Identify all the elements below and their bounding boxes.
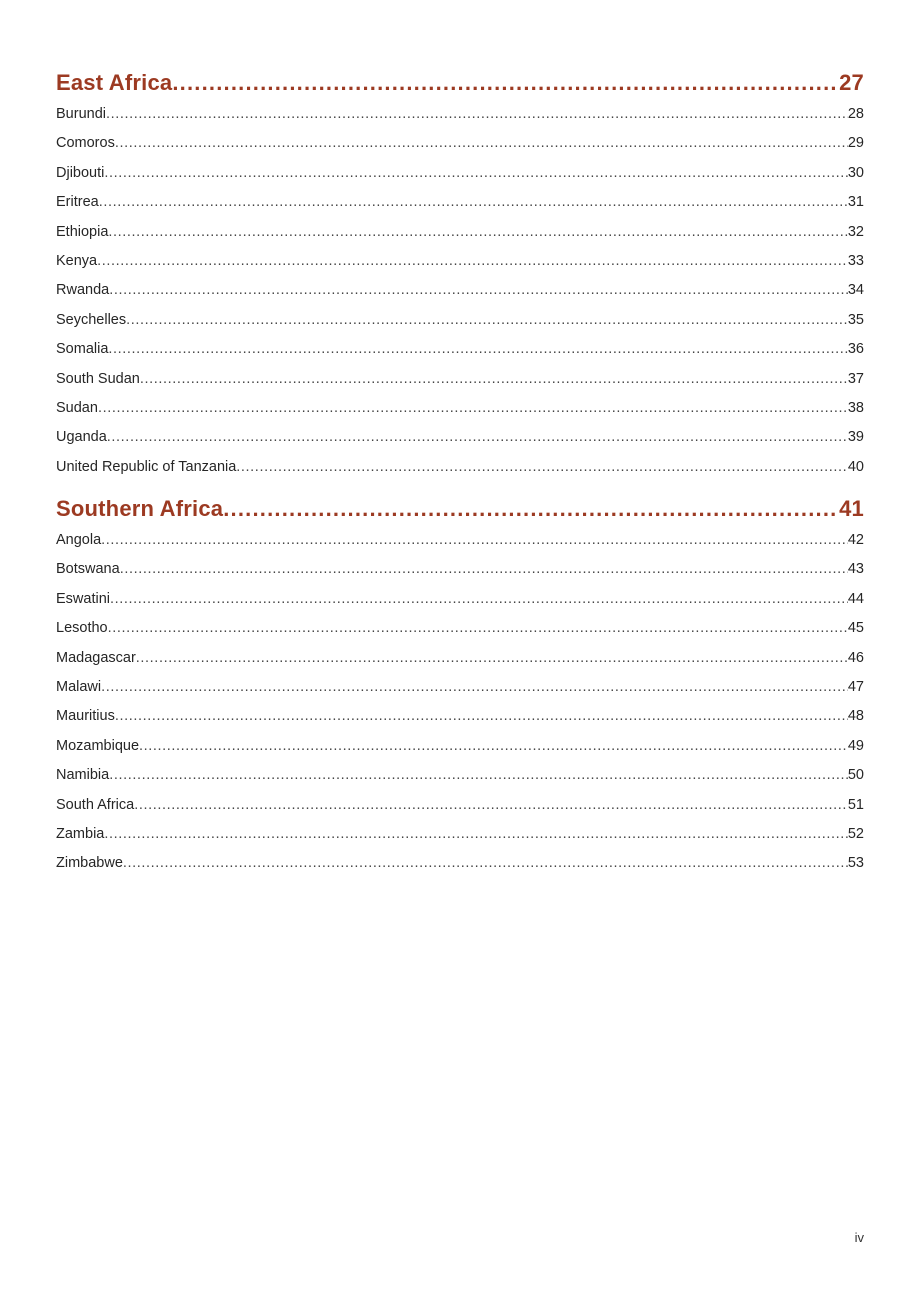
dot-leader <box>101 526 848 555</box>
toc-entry[interactable] <box>56 188 864 217</box>
toc-entry-page: 29 <box>847 135 864 152</box>
toc-entry-label: Djibouti <box>56 164 105 181</box>
toc-entry-label: Rwanda <box>56 282 110 299</box>
toc-entry-page: 33 <box>847 252 864 269</box>
toc-entry[interactable] <box>56 702 864 731</box>
toc-entry-page: 46 <box>847 649 864 666</box>
toc-heading-east-africa[interactable] <box>56 70 864 100</box>
toc-entry-page: 45 <box>847 620 864 637</box>
toc-entry-label: Seychelles <box>56 311 127 328</box>
toc-entry-label: Sudan <box>56 399 98 416</box>
toc-entry[interactable] <box>56 526 864 555</box>
dot-leader <box>108 614 848 643</box>
table-of-contents <box>56 70 864 893</box>
dot-leader <box>98 394 848 423</box>
toc-entry-page: 32 <box>847 223 864 240</box>
toc-entry[interactable] <box>56 673 864 702</box>
dot-leader <box>136 644 848 673</box>
dot-leader <box>104 820 848 849</box>
toc-entry-page: 49 <box>847 737 864 754</box>
dot-leader <box>115 702 848 731</box>
dot-leader <box>110 585 848 614</box>
toc-entry-page: 39 <box>847 429 864 446</box>
dot-leader <box>126 306 848 335</box>
toc-entry-label: Malawi <box>56 679 102 696</box>
toc-entry-page: 43 <box>847 561 864 578</box>
dot-leader <box>97 247 848 276</box>
toc-entry-page: 44 <box>847 590 864 607</box>
toc-entry[interactable] <box>56 761 864 790</box>
toc-entry[interactable] <box>56 365 864 394</box>
toc-entry[interactable] <box>56 732 864 761</box>
toc-entry-label: Mauritius <box>56 708 115 725</box>
toc-entry-page: 50 <box>847 767 864 784</box>
toc-entry-page: 42 <box>847 532 864 549</box>
toc-entry-label: Ethiopia <box>56 223 109 240</box>
toc-heading-southern-africa[interactable] <box>56 496 864 526</box>
toc-entry[interactable] <box>56 820 864 849</box>
toc-entry-page: 28 <box>847 106 864 122</box>
toc-entry[interactable] <box>56 306 864 335</box>
toc-entry[interactable] <box>56 849 864 878</box>
toc-entry-page: 51 <box>847 796 864 813</box>
toc-entry-page: 40 <box>847 458 864 475</box>
toc-entry-page: 37 <box>847 370 864 387</box>
toc-entry-label: Zimbabwe <box>56 855 123 872</box>
dot-leader <box>107 423 848 452</box>
dot-leader <box>139 732 848 761</box>
toc-entry-label: Uganda <box>56 429 107 446</box>
toc-entry[interactable] <box>56 791 864 820</box>
toc-entry-label: Eritrea <box>56 194 99 211</box>
toc-entry[interactable] <box>56 159 864 188</box>
toc-heading-page: 41 <box>839 496 864 522</box>
toc-heading-page: 27 <box>839 70 864 95</box>
dot-leader <box>115 129 848 158</box>
dot-leader <box>109 761 848 790</box>
toc-entry-label: Comoros <box>56 135 115 152</box>
toc-entry[interactable] <box>56 453 864 482</box>
toc-entry[interactable] <box>56 585 864 614</box>
toc-section-east-africa <box>56 70 864 482</box>
toc-entry-label: Madagascar <box>56 649 136 666</box>
toc-entry-label: South Sudan <box>56 370 140 387</box>
toc-entry[interactable] <box>56 247 864 276</box>
dot-leader <box>236 453 848 482</box>
toc-heading-title: East Africa <box>56 70 173 95</box>
toc-entry-page: 48 <box>847 708 864 725</box>
toc-entry-page: 38 <box>847 399 864 416</box>
toc-entry[interactable] <box>56 100 864 129</box>
toc-entry[interactable] <box>56 129 864 158</box>
toc-entry-page: 31 <box>847 194 864 211</box>
toc-entry[interactable] <box>56 394 864 423</box>
dot-leader <box>134 791 848 820</box>
dot-leader <box>108 335 847 364</box>
toc-heading-title: Southern Africa <box>56 496 224 522</box>
toc-entry[interactable] <box>56 423 864 452</box>
toc-entry-label: Mozambique <box>56 737 140 754</box>
toc-entry-label: Kenya <box>56 252 98 269</box>
toc-entry[interactable] <box>56 644 864 673</box>
page-number: iv <box>854 1230 864 1245</box>
toc-entry-page: 35 <box>847 311 864 328</box>
toc-entry-label: United Republic of Tanzania <box>56 458 237 475</box>
toc-entry[interactable] <box>56 614 864 643</box>
toc-entry-label: Angola <box>56 532 102 549</box>
toc-entry[interactable] <box>56 555 864 584</box>
toc-entry[interactable] <box>56 276 864 305</box>
toc-entry-page: 52 <box>847 825 864 842</box>
toc-entry-page: 30 <box>847 164 864 181</box>
toc-entry-page: 36 <box>847 341 864 358</box>
dot-leader <box>108 218 847 247</box>
toc-section-southern-africa <box>56 496 864 879</box>
dot-leader <box>123 849 848 878</box>
toc-entry-label: South Africa <box>56 796 135 813</box>
dot-leader <box>172 70 839 96</box>
dot-leader <box>140 365 848 394</box>
dot-leader <box>99 188 848 217</box>
toc-entry-page: 34 <box>847 282 864 299</box>
toc-entry-label: Lesotho <box>56 620 108 637</box>
toc-entry[interactable] <box>56 335 864 364</box>
dot-leader <box>106 100 848 129</box>
toc-entry-page: 53 <box>847 855 864 872</box>
toc-entry-label: Somalia <box>56 341 109 358</box>
dot-leader <box>101 673 848 702</box>
dot-leader <box>120 555 848 584</box>
toc-entry-label: Namibia <box>56 767 110 784</box>
dot-leader <box>104 159 848 188</box>
toc-entry-label: Burundi <box>56 106 106 122</box>
toc-entry-label: Botswana <box>56 561 120 578</box>
toc-entry-label: Zambia <box>56 825 105 842</box>
toc-entry-page: 47 <box>847 679 864 696</box>
dot-leader <box>109 276 848 305</box>
dot-leader <box>223 496 839 522</box>
toc-entry[interactable] <box>56 218 864 247</box>
toc-entry-label: Eswatini <box>56 590 110 607</box>
